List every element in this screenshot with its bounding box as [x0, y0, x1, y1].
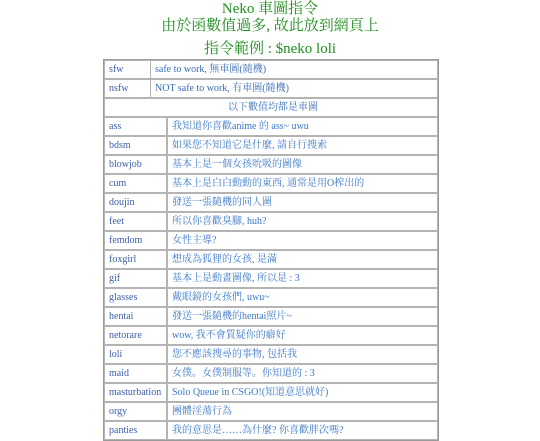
section-label: 以下數值均都是車圖 [104, 98, 438, 117]
command-example: 指令範例 : $neko loli [203, 41, 337, 57]
table-row [104, 421, 438, 440]
section-header-row [104, 98, 438, 117]
table-row [104, 269, 438, 288]
command-description: safe to work, 無車圖(隨機) [155, 64, 267, 75]
page-title: Neko 車圖指令 [221, 1, 319, 17]
table-row [104, 155, 438, 174]
command-key: cum [104, 174, 167, 193]
top-row-cell [104, 79, 438, 98]
command-description: Solo Queue in CSGO!(知道意思就好) [167, 383, 438, 402]
command-table [103, 59, 439, 441]
table-row [104, 193, 438, 212]
command-key: maid [104, 364, 167, 383]
command-key: blowjob [104, 155, 167, 174]
table-row [104, 250, 438, 269]
command-description: 基本上是動畫圖像, 所以是 : 3 [167, 269, 438, 288]
command-table-body [104, 60, 438, 440]
command-key: feet [104, 212, 167, 231]
command-key: orgy [104, 402, 167, 421]
command-key: foxgirl [104, 250, 167, 269]
command-key: hentai [104, 307, 167, 326]
table-row [104, 288, 438, 307]
table-row [104, 326, 438, 345]
command-description: 女性主導? [167, 231, 438, 250]
table-row [104, 307, 438, 326]
command-key: glasses [104, 288, 167, 307]
command-description: 基本上是一個女孩吮吸的圖像 [167, 155, 438, 174]
page-subtitle: 由於函數值過多, 故此放到網頁上 [161, 18, 379, 34]
table-row [104, 136, 438, 155]
command-key: sfw [105, 61, 151, 78]
table-row [104, 364, 438, 383]
command-description: 想成為狐狸的女孩, 是滿 [167, 250, 438, 269]
table-row [104, 231, 438, 250]
command-key: bdsm [104, 136, 167, 155]
command-key: gif [104, 269, 167, 288]
table-row [104, 60, 438, 79]
table-row [104, 402, 438, 421]
command-key: ass [104, 117, 167, 136]
table-row [104, 345, 438, 364]
command-description: 如果您不知道它是什麼, 請自行搜索 [167, 136, 438, 155]
command-description: 您不應該搜尋的事物, 包括我 [167, 345, 438, 364]
command-description: 基本上是白白動動的東西, 通常是用O榨出的 [167, 174, 438, 193]
command-description: 發送一張隨機的hentai照片~ [167, 307, 438, 326]
table-row [104, 383, 438, 402]
command-description: 我知道你喜歡anime 的 ass~ uwu [167, 117, 438, 136]
table-row [104, 174, 438, 193]
command-description: NOT safe to work, 有車圖(隨機) [155, 83, 289, 94]
command-description: 我的意思是……為什麼? 你喜歡胖次嗎? [167, 421, 438, 440]
table-row [104, 212, 438, 231]
command-description: 所以你喜歡臭腳, huh? [167, 212, 438, 231]
command-description: 發送一張隨機的同人圖 [167, 193, 438, 212]
command-description: 戴眼鏡的女孩們, uwu~ [167, 288, 438, 307]
command-key: netorare [104, 326, 167, 345]
command-key: nsfw [105, 80, 151, 97]
command-key: panties [104, 421, 167, 440]
table-row [104, 117, 438, 136]
command-description: 團體淫蕩行為 [167, 402, 438, 421]
command-key: femdom [104, 231, 167, 250]
command-description: 女僕。女僕制服等。你知道的 : 3 [167, 364, 438, 383]
command-key: masturbation [104, 383, 167, 402]
table-row [104, 79, 438, 98]
top-row-cell [104, 60, 438, 79]
command-key: doujin [104, 193, 167, 212]
command-key: loli [104, 345, 167, 364]
command-description: wow, 我不會質疑你的癖好 [167, 326, 438, 345]
